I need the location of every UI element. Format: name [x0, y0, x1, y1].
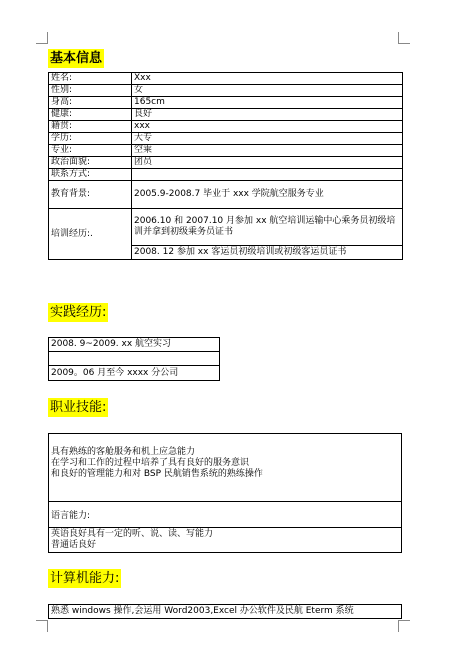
skills-box	[48, 433, 402, 553]
table-row	[49, 145, 403, 157]
skill-line: 和良好的管理能力和对 BSP 民航销售系统的熟练操作	[51, 469, 263, 479]
table-row	[49, 73, 403, 85]
language-label-row	[49, 501, 401, 527]
practice-table	[48, 337, 220, 381]
table-row	[49, 209, 403, 246]
field-value: xxx	[132, 121, 403, 133]
practice-heading: 实践经历:	[50, 305, 107, 320]
training-item: 2008. 12 参加 xx 客运员初级培训或初级客运员证书	[132, 246, 403, 260]
training-item: 2006.10 和 2007.10 月参加 xx 航空培训运输中心乘务员初级培训并拿到初级乘务员证书	[132, 209, 403, 246]
field-label: 专业:	[49, 145, 132, 157]
field-value: 空乘	[132, 145, 403, 157]
field-label: 籍贯:	[49, 121, 132, 133]
field-value: 女	[132, 85, 403, 97]
skills-heading: 职业技能:	[50, 400, 107, 415]
table-row	[49, 121, 403, 133]
language-line: 普通话良好	[51, 540, 97, 550]
field-value: 165cm	[132, 97, 403, 109]
practice-entry: 2008. 9~2009. xx 航空实习	[49, 338, 220, 352]
table-row	[49, 169, 403, 181]
practice-entry: 2009。06 月至今 xxxx 分公司	[49, 366, 220, 381]
page-corner-mark-bottom-left	[36, 620, 48, 632]
computer-description	[49, 605, 401, 617]
computer-heading: 计算机能力:	[50, 571, 120, 586]
page-corner-mark-bottom-right	[398, 620, 410, 632]
computer-box	[48, 604, 402, 619]
language-label: 语言能力:	[51, 511, 91, 521]
field-label: 性别:	[49, 85, 132, 97]
field-label: 学历:	[49, 133, 132, 145]
page-corner-mark-top-right	[398, 32, 410, 44]
field-label: 身高:	[49, 97, 132, 109]
field-value	[132, 169, 403, 181]
basic-info-table	[48, 72, 403, 260]
table-row	[49, 352, 220, 366]
training-label: 培训经历:.	[49, 209, 132, 260]
skill-line: 具有熟练的客舱服务和机上应急能力	[51, 447, 196, 457]
language-description	[49, 527, 401, 552]
field-label: 姓名:	[49, 73, 132, 85]
table-row	[49, 181, 403, 209]
field-value: 良好	[132, 109, 403, 121]
basic-info-heading: 基本信息	[50, 51, 103, 66]
table-row	[49, 97, 403, 109]
table-row	[49, 133, 403, 145]
field-label: 健康:	[49, 109, 132, 121]
field-value: 2005.9-2008.7 毕业于 xxx 学院航空服务专业	[132, 181, 403, 209]
table-row	[49, 366, 220, 381]
practice-entry	[49, 352, 220, 366]
table-row	[49, 85, 403, 97]
language-line: 英语良好具有一定的听、说、读、写能力	[51, 529, 214, 539]
skills-description	[49, 434, 401, 501]
field-label: 政治面貌:	[49, 157, 132, 169]
field-value: Xxx	[132, 73, 403, 85]
field-value: 大专	[132, 133, 403, 145]
table-row	[49, 157, 403, 169]
table-row	[49, 109, 403, 121]
field-value: 团员	[132, 157, 403, 169]
page-corner-mark-top-left	[36, 32, 48, 44]
field-label: 联系方式:	[49, 169, 132, 181]
table-row	[49, 338, 220, 352]
field-label: 教育背景:	[49, 181, 132, 209]
skill-line: 在学习和工作的过程中培养了具有良好的服务意识	[51, 458, 250, 468]
computer-skill-text: 熟悉 windows 操作,会运用 Word2003,Excel 办公软件及民航 Eterm 系统	[51, 606, 354, 616]
